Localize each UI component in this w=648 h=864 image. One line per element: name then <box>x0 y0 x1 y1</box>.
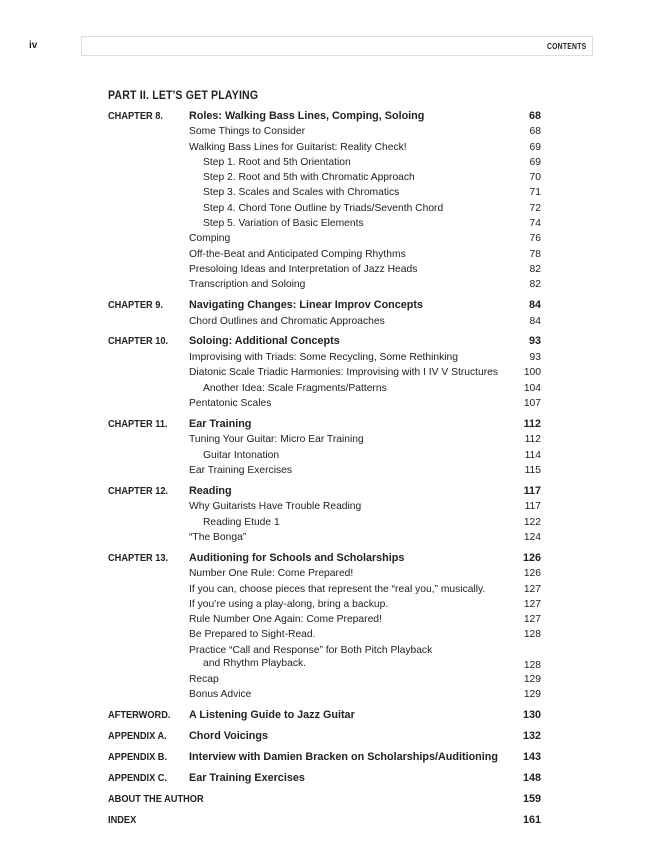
toc-entry[interactable] <box>108 499 541 514</box>
toc-heading-row[interactable] <box>108 417 541 433</box>
section-page-number: 143 <box>522 750 541 763</box>
toc-entry[interactable] <box>108 396 541 411</box>
toc-entry[interactable] <box>108 140 541 155</box>
entry-page-number: 69 <box>529 141 541 153</box>
toc-entry[interactable] <box>108 672 541 687</box>
toc-section <box>108 813 541 829</box>
page-number-folio: iv <box>29 40 38 51</box>
section-label: CHAPTER 12. <box>108 484 169 497</box>
toc-entry[interactable] <box>108 448 541 463</box>
toc-entry[interactable] <box>108 612 541 627</box>
entry-page-number: 84 <box>529 315 541 327</box>
entry-page-number: 128 <box>523 659 541 671</box>
running-head-title: CONTENTS <box>546 42 586 51</box>
entry-title: Number One Rule: Come Prepared! <box>189 568 354 580</box>
toc-entry[interactable] <box>108 463 541 478</box>
section-label: CHAPTER 9. <box>108 298 163 311</box>
toc-entry[interactable] <box>108 643 541 672</box>
toc-section <box>108 109 541 293</box>
entry-page-number: 129 <box>523 673 541 685</box>
part-title: PART II. LET'S GET PLAYING <box>108 88 259 102</box>
toc-entry[interactable] <box>108 170 541 185</box>
toc-entry[interactable] <box>108 231 541 246</box>
toc-entry[interactable] <box>108 515 541 530</box>
entry-title: Be Prepared to Sight-Read. <box>189 629 316 641</box>
entry-title: Rule Number One Again: Come Prepared! <box>189 614 382 626</box>
section-page-number: 117 <box>523 484 541 497</box>
section-label: AFTERWORD. <box>108 708 171 721</box>
entry-title: Step 4. Chord Tone Outline by Triads/Seventh Chord <box>203 202 444 214</box>
section-page-number: 68 <box>528 109 541 122</box>
toc-section <box>108 792 541 808</box>
entry-title: Off-the-Beat and Anticipated Comping Rhythms <box>189 248 406 260</box>
toc-heading-row[interactable] <box>108 813 541 829</box>
toc-heading-row[interactable] <box>108 484 541 500</box>
entry-title: Another Idea: Scale Fragments/Patterns <box>203 382 387 394</box>
entry-title: Diatonic Scale Triadic Harmonies: Improvising with I IV V Structures <box>189 367 499 379</box>
entry-page-number: 112 <box>524 434 541 446</box>
entry-title: Presoloing Ideas and Interpretation of Jazz Heads <box>189 263 418 275</box>
toc-heading-row[interactable] <box>108 771 541 787</box>
entry-page-number: 71 <box>529 187 541 199</box>
entry-title: “The Bonga” <box>189 531 247 543</box>
section-page-number: 161 <box>522 814 541 827</box>
section-page-number: 159 <box>522 793 541 806</box>
entry-page-number: 93 <box>529 352 541 364</box>
entry-page-number: 68 <box>529 126 541 138</box>
section-page-number: 112 <box>523 417 541 430</box>
entry-title: Reading Etude 1 <box>203 516 280 528</box>
entry-page-number: 70 <box>529 172 541 184</box>
entry-page-number: 72 <box>529 202 541 214</box>
entry-page-number: 129 <box>523 689 541 701</box>
entry-title: Improvising with Triads: Some Recycling, Some Rethinking <box>189 352 458 364</box>
toc-section <box>108 417 541 479</box>
toc-entry[interactable] <box>108 155 541 170</box>
toc-heading-row[interactable] <box>108 729 541 745</box>
toc-entry[interactable] <box>108 566 541 581</box>
entry-page-number: 74 <box>529 218 541 230</box>
toc-heading-row[interactable] <box>108 551 541 567</box>
toc-entry[interactable] <box>108 216 541 231</box>
toc-entry[interactable] <box>108 530 541 545</box>
entry-title: Bonus Advice <box>189 689 252 701</box>
toc-entry[interactable] <box>108 247 541 262</box>
toc-entry[interactable] <box>108 627 541 642</box>
section-title: Roles: Walking Bass Lines, Comping, Soloing <box>189 109 425 122</box>
entry-title: Chord Outlines and Chromatic Approaches <box>189 315 385 327</box>
toc-entry[interactable] <box>108 381 541 396</box>
section-title: Ear Training <box>189 417 252 430</box>
entry-page-number: 76 <box>529 233 541 245</box>
entry-page-number: 127 <box>523 598 541 610</box>
toc-heading-row[interactable] <box>108 109 541 125</box>
table-of-contents <box>108 109 541 829</box>
entry-page-number: 78 <box>529 248 541 260</box>
entry-title: Ear Training Exercises <box>189 464 293 476</box>
toc-entry[interactable] <box>108 201 541 216</box>
entry-title: Step 3. Scales and Scales with Chromatics <box>203 187 400 199</box>
entry-page-number: 82 <box>529 263 541 275</box>
section-title: Reading <box>189 484 232 497</box>
section-label: APPENDIX B. <box>108 750 168 763</box>
toc-section <box>108 729 541 745</box>
toc-section <box>108 551 541 703</box>
section-title: A Listening Guide to Jazz Guitar <box>189 708 355 721</box>
entry-page-number: 69 <box>529 156 541 168</box>
entry-title: Tuning Your Guitar: Micro Ear Training <box>189 434 364 446</box>
toc-heading-row[interactable] <box>108 750 541 766</box>
entry-page-number: 128 <box>523 629 541 641</box>
toc-section <box>108 484 541 546</box>
section-page-number: 126 <box>522 551 541 564</box>
entry-title: Pentatonic Scales <box>189 397 272 409</box>
section-title: Ear Training Exercises <box>189 771 305 784</box>
entry-page-number: 104 <box>523 382 541 394</box>
entry-title-line2: and Rhythm Playback. <box>203 657 307 669</box>
toc-entry[interactable] <box>108 277 541 292</box>
entry-title: Step 5. Variation of Basic Elements <box>203 218 364 230</box>
toc-section <box>108 298 541 329</box>
toc-entry[interactable] <box>108 597 541 612</box>
toc-heading-row[interactable] <box>108 708 541 724</box>
toc-entry[interactable] <box>108 314 541 329</box>
toc-section <box>108 771 541 787</box>
entry-title: Walking Bass Lines for Guitarist: Reality Check! <box>189 141 407 153</box>
toc-entry[interactable] <box>108 124 541 139</box>
entry-title: Transcription and Soloing <box>189 279 306 291</box>
entry-page-number: 82 <box>529 279 541 291</box>
entry-title: Why Guitarists Have Trouble Reading <box>189 501 362 513</box>
toc-entry[interactable] <box>108 185 541 200</box>
section-page-number: 93 <box>528 335 541 348</box>
entry-title-line1: Practice “Call and Response” for Both Pitch Playback <box>189 644 433 656</box>
entry-title: Guitar Intonation <box>203 449 280 461</box>
entry-page-number: 117 <box>524 501 541 513</box>
entry-title: If you can, choose pieces that represent the “real you,” musically. <box>189 583 486 595</box>
toc-entry[interactable] <box>108 262 541 277</box>
entry-page-number: 127 <box>523 583 541 595</box>
section-label: APPENDIX C. <box>108 771 168 784</box>
entry-page-number: 127 <box>523 614 541 626</box>
section-page-number: 148 <box>522 771 541 784</box>
section-label: APPENDIX A. <box>108 729 167 742</box>
toc-entry[interactable] <box>108 432 541 447</box>
section-page-number: 130 <box>522 708 541 721</box>
entry-title: Step 1. Root and 5th Orientation <box>203 156 351 168</box>
entry-page-number: 114 <box>524 449 541 461</box>
entry-page-number: 124 <box>523 531 541 543</box>
toc-heading-row[interactable] <box>108 334 541 350</box>
section-label: CHAPTER 13. <box>108 551 169 564</box>
toc-entry[interactable] <box>108 350 541 365</box>
section-title: Soloing: Additional Concepts <box>189 335 340 348</box>
section-page-number: 84 <box>528 298 541 311</box>
section-title: Navigating Changes: Linear Improv Concepts <box>189 298 423 311</box>
section-label: CHAPTER 10. <box>108 335 169 348</box>
toc-entry[interactable] <box>108 687 541 702</box>
entry-title: Comping <box>189 233 231 245</box>
section-page-number: 132 <box>522 729 541 742</box>
entry-title: If you’re using a play-along, bring a backup. <box>189 598 389 610</box>
section-title: Auditioning for Schools and Scholarships <box>189 551 405 564</box>
toc-entry[interactable] <box>108 582 541 597</box>
section-title: Interview with Damien Bracken on Scholarships/Auditioning <box>189 750 498 763</box>
entry-title: Recap <box>189 673 219 685</box>
entry-title: Step 2. Root and 5th with Chromatic Approach <box>203 172 415 184</box>
entry-page-number: 100 <box>523 367 541 379</box>
entry-page-number: 126 <box>523 568 541 580</box>
entry-page-number: 122 <box>523 516 541 528</box>
running-header <box>81 36 593 56</box>
toc-section <box>108 708 541 724</box>
toc-section <box>108 334 541 411</box>
section-label: INDEX <box>108 814 137 827</box>
entry-page-number: 107 <box>523 397 541 409</box>
section-title: Chord Voicings <box>189 729 268 742</box>
entry-title: Some Things to Consider <box>189 126 305 138</box>
entry-title <box>189 644 432 670</box>
toc-section <box>108 750 541 766</box>
section-label: ABOUT THE AUTHOR <box>108 793 204 806</box>
section-label: CHAPTER 11. <box>108 417 168 430</box>
entry-page-number: 115 <box>524 464 541 476</box>
toc-entry[interactable] <box>108 365 541 380</box>
toc-heading-row[interactable] <box>108 792 541 808</box>
toc-heading-row[interactable] <box>108 298 541 314</box>
section-label: CHAPTER 8. <box>108 109 163 122</box>
